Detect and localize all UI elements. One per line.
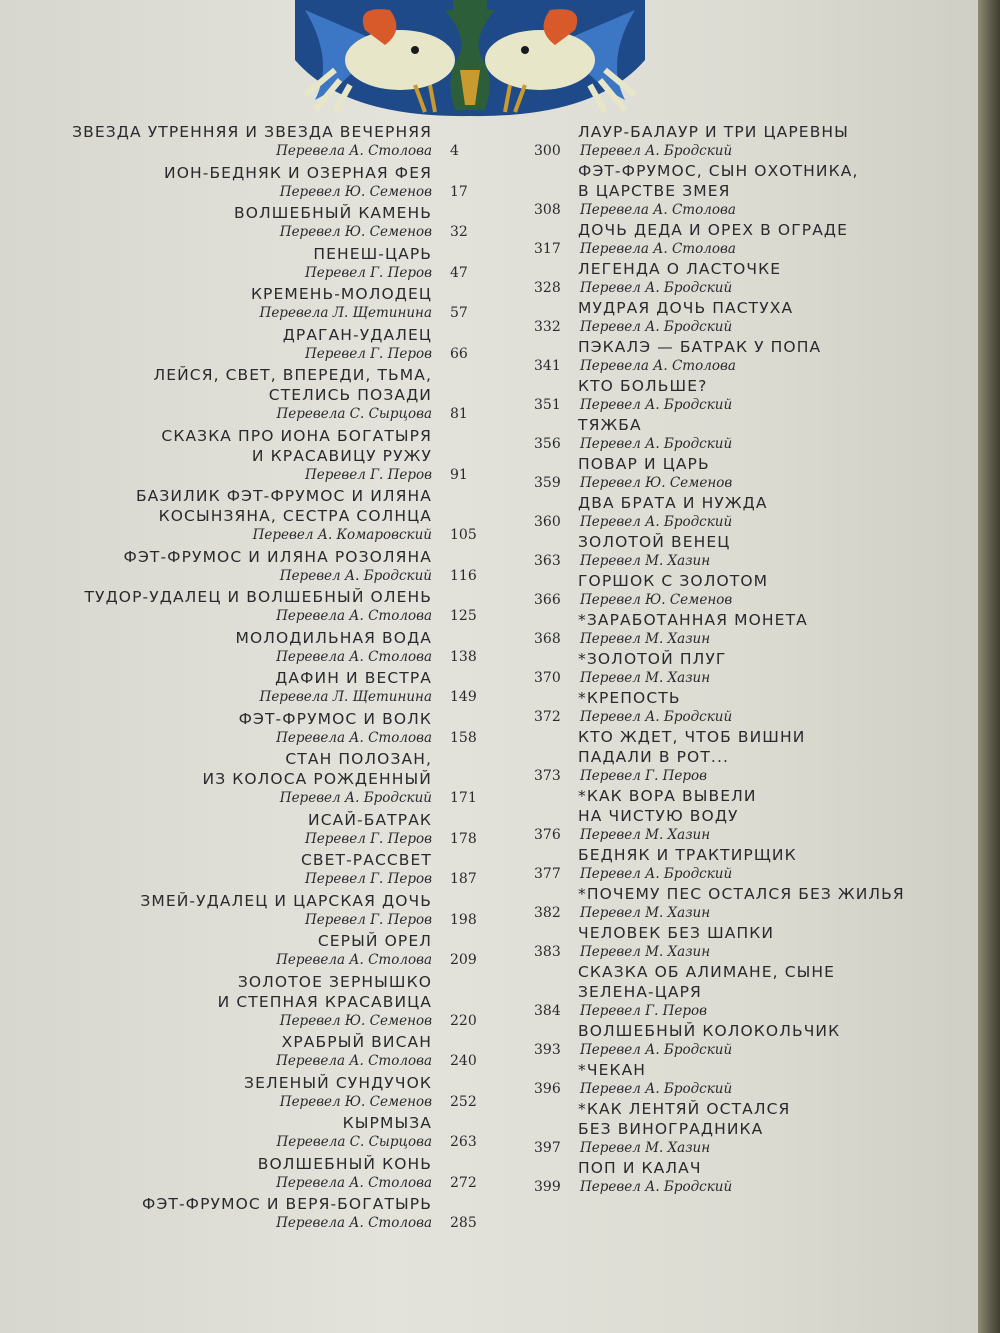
translator-line [530, 904, 970, 923]
page-number: 116 [450, 567, 477, 584]
translator-name: Перевела А. Столова [276, 608, 432, 624]
contents-entry [40, 1154, 478, 1193]
contents-entry [530, 845, 970, 884]
page-number: 272 [450, 1174, 477, 1191]
translator-line [530, 142, 970, 161]
translator-line [40, 870, 478, 889]
translator-name: Перевел Ю. Семенов [580, 475, 733, 491]
contents-entry [40, 931, 478, 970]
translator-name: Перевел М. Хазин [580, 670, 711, 686]
page-number: 138 [450, 648, 477, 665]
story-title: ЗВЕЗДА УТРЕННЯЯ И ЗВЕЗДА ВЕЧЕРНЯЯ [72, 123, 432, 141]
contents-entry [530, 610, 970, 649]
contents-entry [530, 786, 970, 845]
page-number: 220 [450, 1012, 477, 1029]
story-title: КРЕМЕНЬ-МОЛОДЕЦ [250, 285, 432, 303]
story-title: ДАФИН И ВЕСТРА [275, 669, 432, 687]
translator-line [530, 591, 970, 610]
translator-line [530, 435, 970, 454]
story-title: ВОЛШЕБНЫЙ КОНЬ [257, 1154, 432, 1173]
story-title: ФЭТ-ФРУМОС И ВОЛК [238, 709, 432, 728]
story-title: И СТЕПНАЯ КРАСАВИЦА [217, 992, 432, 1011]
translator-name: Перевела А. Столова [276, 952, 432, 968]
page-number: 240 [450, 1053, 477, 1069]
translator-name: Перевел Ю. Семенов [279, 183, 432, 200]
translator-line [40, 405, 478, 424]
page-number: 341 [534, 358, 561, 374]
translator-line [40, 1133, 478, 1152]
contents-entry [40, 244, 478, 283]
story-title: *КРЕПОСТЬ [578, 689, 681, 707]
page-number: 198 [450, 911, 477, 928]
translator-line [40, 345, 478, 364]
contents-entry [40, 810, 478, 849]
contents-entry [40, 1032, 478, 1071]
page-number: 376 [534, 827, 561, 843]
translator-name: Перевел А. Бродский [580, 866, 733, 882]
contents-entry [40, 426, 478, 485]
story-title: БЕЗ ВИНОГРАДНИКА [578, 1120, 764, 1138]
story-title: СТАН ПОЛОЗАН, [285, 750, 432, 768]
translator-line [530, 1139, 970, 1158]
contents-entry [530, 688, 970, 727]
translator-line [530, 708, 970, 727]
story-title: СЕРЫЙ ОРЕЛ [317, 932, 432, 950]
contents-entry [40, 203, 478, 242]
story-title: ЗОЛОТОЕ ЗЕРНЫШКО [237, 972, 432, 991]
page-number: 81 [450, 406, 468, 422]
story-title: ИОН-БЕДНЯК И ОЗЕРНАЯ ФЕЯ [164, 163, 432, 182]
contents-entry [530, 1060, 970, 1099]
contents-entry [530, 298, 970, 337]
translator-line [530, 240, 970, 259]
contents-entry [530, 454, 970, 493]
translator-line [40, 688, 478, 707]
story-title: НА ЧИСТУЮ ВОДУ [578, 807, 739, 825]
story-title: *КАК ВОРА ВЫВЕЛИ [578, 787, 757, 805]
contents-entry [40, 122, 478, 161]
story-title: ИСАЙ-БАТРАК [308, 810, 432, 829]
page-number: 91 [450, 466, 468, 483]
translator-line [40, 607, 478, 626]
story-title: ЛАУР-БАЛАУР И ТРИ ЦАРЕВНЫ [578, 123, 849, 141]
page-number: 351 [534, 397, 561, 413]
story-title: ФЭТ-ФРУМОС, СЫН ОХОТНИКА, [578, 162, 859, 180]
translator-name: Перевел Ю. Семенов [279, 1012, 432, 1029]
translator-line [530, 201, 970, 220]
story-title: ТЯЖБА [578, 416, 642, 434]
page-number: 209 [450, 952, 477, 968]
translator-line [40, 1052, 478, 1071]
translator-name: Перевел Г. Перов [304, 264, 432, 281]
contents-entry [40, 325, 478, 364]
translator-line [40, 1214, 478, 1233]
contents-entry [530, 493, 970, 532]
contents-entry [530, 884, 970, 923]
translator-name: Перевел М. Хазин [580, 944, 711, 960]
contents-right-column [530, 122, 970, 1197]
contents-entry [530, 923, 970, 962]
contents-left-column [40, 122, 478, 1235]
translator-name: Перевел М. Хазин [580, 905, 711, 921]
translator-name: Перевел Г. Перов [304, 345, 432, 362]
translator-name: Перевела А. Столова [276, 648, 432, 665]
translator-line [40, 142, 478, 161]
translator-line [530, 1080, 970, 1099]
translator-line [40, 789, 478, 808]
page-number: 397 [534, 1140, 561, 1156]
story-title: ЛЕЙСЯ, СВЕТ, ВПЕРЕДИ, ТЬМА, [153, 366, 432, 384]
page-number: 377 [534, 866, 561, 882]
contents-entry [530, 376, 970, 415]
translator-name: Перевела С. Сырцова [276, 1134, 432, 1150]
page-number: 171 [450, 790, 477, 806]
translator-name: Перевела А. Столова [276, 729, 432, 746]
translator-name: Перевел А. Бродский [580, 1042, 733, 1058]
page-number: 384 [534, 1003, 561, 1019]
story-title: СКАЗКА ОБ АЛИМАНЕ, СЫНЕ [578, 963, 836, 981]
page-number: 393 [534, 1042, 561, 1058]
contents-entry [530, 962, 970, 1021]
contents-entry [530, 161, 970, 220]
page-number: 396 [534, 1081, 561, 1097]
story-title: СВЕТ-РАССВЕТ [300, 851, 432, 869]
story-title: *ЗАРАБОТАННАЯ МОНЕТА [578, 611, 808, 629]
page-number: 17 [450, 183, 468, 200]
translator-line [40, 1093, 478, 1112]
translator-name: Перевела А. Столова [580, 202, 736, 218]
translator-name: Перевел Г. Перов [304, 466, 432, 483]
contents-entry [530, 1158, 970, 1197]
story-title: В ЦАРСТВЕ ЗМЕЯ [578, 182, 731, 200]
translator-name: Перевел А. Бродский [580, 319, 733, 335]
translator-line [40, 526, 478, 545]
translator-name: Перевел А. Бродский [580, 514, 733, 530]
translator-line [40, 1012, 478, 1031]
page-number: 372 [534, 709, 561, 725]
story-title: *ПОЧЕМУ ПЕС ОСТАЛСЯ БЕЗ ЖИЛЬЯ [578, 885, 905, 903]
story-title: МОЛОДИЛЬНАЯ ВОДА [235, 628, 432, 647]
page-number: 158 [450, 729, 477, 746]
story-title: ЛЕГЕНДА О ЛАСТОЧКЕ [578, 260, 782, 278]
page-number: 332 [534, 319, 561, 335]
page-number: 317 [534, 241, 561, 257]
translator-line [530, 552, 970, 571]
story-title: СКАЗКА ПРО ИОНА БОГАТЫРЯ [161, 426, 432, 445]
story-title: БАЗИЛИК ФЭТ-ФРУМОС И ИЛЯНА [135, 487, 432, 505]
story-title: ПАДАЛИ В РОТ... [578, 748, 730, 766]
contents-entry [530, 649, 970, 688]
contents-entry [40, 709, 478, 748]
translator-name: Перевел А. Бродский [279, 567, 432, 584]
translator-name: Перевел А. Бродский [580, 280, 733, 296]
translator-name: Перевела А. Столова [580, 241, 736, 257]
translator-name: Перевел А. Бродский [580, 1179, 733, 1195]
story-title: КТО ЖДЕТ, ЧТОБ ВИШНИ [578, 728, 806, 746]
contents-entry [40, 749, 478, 808]
page-number: 360 [534, 514, 561, 530]
translator-name: Перевела С. Сырцова [276, 406, 432, 422]
page-number: 368 [534, 631, 561, 647]
page-number: 308 [534, 202, 561, 218]
story-title: ДВА БРАТА И НУЖДА [578, 494, 768, 512]
contents-entry [40, 365, 478, 424]
translator-line [40, 1174, 478, 1193]
page-number: 47 [450, 264, 468, 281]
page-number: 263 [450, 1134, 477, 1150]
translator-name: Перевел Г. Перов [304, 830, 432, 847]
story-title: *ЗОЛОТОЙ ПЛУГ [578, 650, 727, 668]
story-title: ИЗ КОЛОСА РОЖДЕННЫЙ [202, 770, 432, 788]
translator-name: Перевела А. Столова [276, 143, 432, 159]
translator-line [530, 1002, 970, 1021]
translator-line [530, 279, 970, 298]
contents-entry [40, 891, 478, 930]
page-number: 366 [534, 592, 561, 608]
contents-entry [530, 532, 970, 571]
contents-entry [40, 1194, 478, 1233]
page-number: 285 [450, 1215, 477, 1231]
story-title: ЧЕЛОВЕК БЕЗ ШАПКИ [578, 924, 775, 942]
contents-entry [40, 163, 478, 202]
translator-line [530, 826, 970, 845]
story-title: ЗЕЛЕНА-ЦАРЯ [578, 983, 702, 1001]
translator-line [40, 466, 478, 485]
story-title: КОСЫНЗЯНА, СЕСТРА СОЛНЦА [158, 507, 432, 525]
story-title: ПОВАР И ЦАРЬ [578, 455, 710, 473]
translator-line [530, 357, 970, 376]
story-title: ЗОЛОТОЙ ВЕНЕЦ [578, 533, 731, 551]
story-title: ПОП И КАЛАЧ [578, 1159, 702, 1177]
translator-line [40, 223, 478, 242]
story-title: ПЕНЕШ-ЦАРЬ [313, 244, 432, 263]
translator-name: Перевела А. Столова [580, 358, 736, 374]
page-number: 370 [534, 670, 561, 686]
page-number: 125 [450, 608, 477, 624]
translator-line [530, 669, 970, 688]
story-title: ВОЛШЕБНЫЙ КАМЕНЬ [233, 204, 432, 222]
translator-line [40, 729, 478, 748]
story-title: ДРАГАН-УДАЛЕЦ [282, 325, 432, 344]
translator-name: Перевел Ю. Семенов [279, 224, 432, 240]
page-number: 187 [450, 871, 477, 887]
translator-name: Перевел А. Бродский [580, 1081, 733, 1097]
contents-entry [530, 1021, 970, 1060]
story-title: ХРАБРЫЙ ВИСАН [281, 1033, 432, 1051]
translator-line [530, 1178, 970, 1197]
page-number: 328 [534, 280, 561, 296]
translator-line [40, 183, 478, 202]
story-title: ФЭТ-ФРУМОС И ИЛЯНА РОЗОЛЯНА [123, 547, 432, 566]
page-number: 57 [450, 305, 468, 321]
page-number: 356 [534, 436, 561, 452]
translator-line [40, 304, 478, 323]
story-title: ЗМЕЙ-УДАЛЕЦ И ЦАРСКАЯ ДОЧЬ [140, 891, 432, 910]
page-number: 252 [450, 1093, 477, 1110]
contents-entry [40, 486, 478, 545]
contents-entry [40, 1073, 478, 1112]
story-title: ДОЧЬ ДЕДА И ОРЕХ В ОГРАДЕ [578, 221, 849, 239]
translator-line [40, 264, 478, 283]
translator-line [40, 648, 478, 667]
story-title: *ЧЕКАН [578, 1061, 647, 1079]
story-title: И КРАСАВИЦУ РУЖУ [251, 446, 432, 465]
contents-entry [530, 727, 970, 786]
translator-line [40, 951, 478, 970]
translator-line [530, 318, 970, 337]
contents-entry [530, 220, 970, 259]
translator-name: Перевел Г. Перов [580, 768, 708, 784]
page-number: 32 [450, 224, 468, 240]
translator-name: Перевела Л. Щетинина [259, 689, 432, 705]
story-title: ТУДОР-УДАЛЕЦ И ВОЛШЕБНЫЙ ОЛЕНЬ [84, 588, 432, 606]
translator-line [530, 767, 970, 786]
story-title: ПЭКАЛЭ — БАТРАК У ПОПА [578, 338, 822, 356]
page-number: 363 [534, 553, 561, 569]
page-number: 66 [450, 345, 468, 362]
page-number: 105 [450, 527, 477, 543]
story-title: БЕДНЯК И ТРАКТИРЩИК [578, 846, 797, 864]
story-title: ГОРШОК С ЗОЛОТОМ [578, 572, 769, 590]
translator-name: Перевел Г. Перов [304, 911, 432, 928]
translator-line [40, 911, 478, 930]
contents-entry [40, 972, 478, 1031]
page-edge-shadow [978, 0, 1000, 1333]
translator-name: Перевел Ю. Семенов [279, 1093, 432, 1110]
page-number: 373 [534, 768, 561, 784]
translator-name: Перевел Г. Перов [304, 871, 432, 887]
story-title: ФЭТ-ФРУМОС И ВЕРЯ-БОГАТЫРЬ [142, 1195, 432, 1213]
story-title: МУДРАЯ ДОЧЬ ПАСТУХА [578, 299, 794, 317]
page-number: 359 [534, 475, 561, 491]
contents-entry [530, 1099, 970, 1158]
translator-name: Перевел М. Хазин [580, 553, 711, 569]
contents-entry [530, 571, 970, 610]
translator-name: Перевел А. Бродский [279, 790, 432, 806]
contents-entry [40, 284, 478, 323]
translator-line [530, 1041, 970, 1060]
contents-entry [40, 547, 478, 586]
translator-line [530, 474, 970, 493]
translator-name: Перевел А. Бродский [580, 397, 733, 413]
contents-entry [530, 259, 970, 298]
page-number: 383 [534, 944, 561, 960]
translator-name: Перевела А. Столова [276, 1053, 432, 1069]
contents-entry [40, 587, 478, 626]
contents-entry [40, 628, 478, 667]
story-title: КЫРМЫЗА [342, 1114, 432, 1132]
story-title: ЗЕЛЕНЫЙ СУНДУЧОК [244, 1073, 432, 1092]
translator-line [530, 943, 970, 962]
translator-name: Перевел Ю. Семенов [580, 592, 733, 608]
translator-line [530, 396, 970, 415]
translator-line [530, 630, 970, 649]
story-title: ВОЛШЕБНЫЙ КОЛОКОЛЬЧИК [578, 1022, 841, 1040]
translator-name: Перевел М. Хазин [580, 1140, 711, 1156]
story-title: СТЕЛИСЬ ПОЗАДИ [268, 386, 432, 404]
translator-name: Перевел Г. Перов [580, 1003, 708, 1019]
page-number: 178 [450, 830, 477, 847]
translator-name: Перевел М. Хазин [580, 827, 711, 843]
page-number: 399 [534, 1179, 561, 1195]
story-title: КТО БОЛЬШЕ? [578, 377, 708, 395]
translator-name: Перевел А. Комаровский [252, 527, 432, 543]
contents-entry [40, 850, 478, 889]
translator-name: Перевел А. Бродский [580, 436, 733, 452]
translator-line [40, 830, 478, 849]
page-number: 300 [534, 143, 561, 159]
contents-entry [40, 668, 478, 707]
translator-line [530, 865, 970, 884]
birds-vase-ornament [295, 0, 645, 118]
translator-name: Перевела А. Столова [276, 1215, 432, 1231]
translator-name: Перевел А. Бродский [580, 709, 733, 725]
page-number: 4 [450, 143, 459, 159]
contents-entry [40, 1113, 478, 1152]
contents-entry [530, 122, 970, 161]
translator-line [40, 567, 478, 586]
page-number: 382 [534, 905, 561, 921]
translator-line [530, 513, 970, 532]
translator-name: Перевел М. Хазин [580, 631, 711, 647]
translator-name: Перевел А. Бродский [580, 143, 733, 159]
contents-entry [530, 337, 970, 376]
translator-name: Перевела Л. Щетинина [259, 305, 432, 321]
translator-name: Перевела А. Столова [276, 1174, 432, 1191]
page-number: 149 [450, 689, 477, 705]
story-title: *КАК ЛЕНТЯЙ ОСТАЛСЯ [578, 1100, 791, 1118]
contents-entry [530, 415, 970, 454]
